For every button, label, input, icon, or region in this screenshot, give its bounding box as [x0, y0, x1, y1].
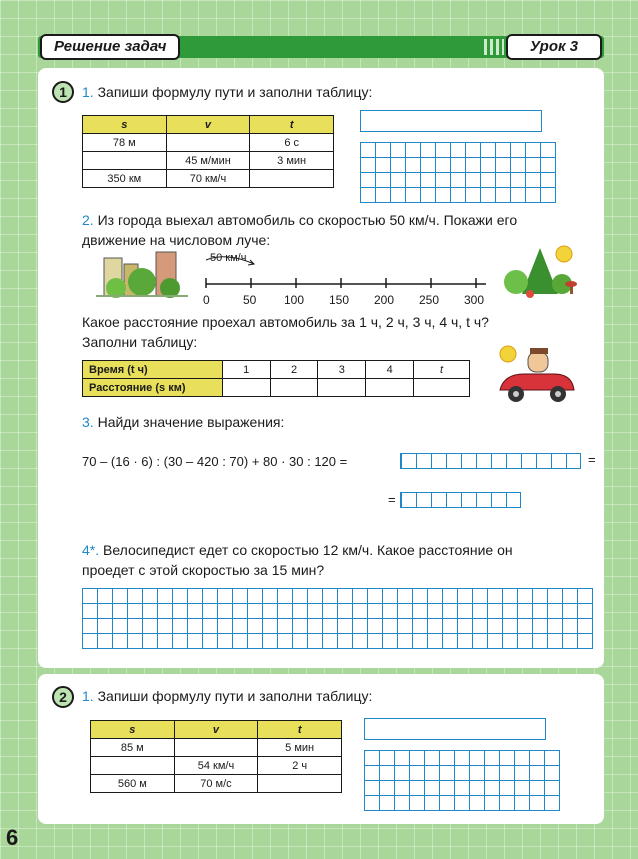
table-cell: 5 мин [258, 739, 342, 757]
time-cell: 3 [318, 361, 366, 379]
task-1-3-marker: 3. [82, 414, 94, 430]
speed-label: 50 км/ч [210, 252, 247, 264]
section-2-number: 2 [52, 686, 74, 708]
task-1-2-text: Из города выехал автомобиль со скоростью 50 км/ч. Покажи его [97, 212, 518, 228]
task-2-1-marker: 1. [82, 688, 94, 704]
task-1-4-text: Велосипедист едет со скоростью 12 км/ч. Какое расстояние он [103, 542, 513, 558]
equals-sign: = [588, 452, 596, 467]
task-1-3-instruction [82, 412, 284, 432]
distance-cell[interactable] [318, 379, 366, 397]
time-row-label: Время (t ч) [83, 361, 223, 379]
table-cell: 2 ч [258, 757, 342, 775]
table-header: s [91, 721, 175, 739]
task-1-1-text: Запиши формулу пути и заполни таблицу: [97, 84, 373, 100]
task-1-1-instruction [82, 82, 372, 102]
table-cell[interactable] [174, 739, 258, 757]
task-1-3-text: Найди значение выражения: [97, 414, 285, 430]
table-cell: 3 мин [250, 152, 334, 170]
table-cell[interactable] [91, 757, 175, 775]
task-1-4-marker: 4*. [82, 542, 100, 558]
formula-table-2 [90, 720, 342, 793]
header-title: Решение задач [40, 34, 180, 60]
ray-tick-label: 300 [464, 293, 485, 307]
task-1-2-question-line2: Заполни таблицу: [82, 334, 198, 350]
task-1-2-instruction [82, 210, 517, 230]
time-cell: 4 [366, 361, 414, 379]
time-cell: 2 [270, 361, 318, 379]
distance-row-label: Расстояние (s км) [83, 379, 223, 397]
table-header: t [250, 116, 334, 134]
time-distance-table [82, 360, 470, 397]
work-grid-1[interactable] [360, 142, 556, 203]
lesson-label: Урок 3 [506, 34, 602, 60]
table-cell[interactable] [250, 170, 334, 188]
distance-cell[interactable] [366, 379, 414, 397]
time-cell: 1 [222, 361, 270, 379]
table-header: t [258, 721, 342, 739]
task-1-1-marker: 1. [82, 84, 94, 100]
table-cell: 70 км/ч [166, 170, 250, 188]
formula-table-1 [82, 115, 334, 188]
city-illustration [96, 250, 188, 300]
formula-answer-box-1[interactable] [360, 110, 542, 132]
distance-cell[interactable] [414, 379, 470, 397]
table-cell: 54 км/ч [174, 757, 258, 775]
section-1-number: 1 [52, 81, 74, 103]
task-1-4-text-line2: проедет с этой скоростью за 15 мин? [82, 562, 325, 578]
table-cell[interactable] [83, 152, 167, 170]
work-grid-3[interactable] [364, 750, 560, 811]
equals-sign: = [388, 492, 396, 507]
ray-tick-label: 100 [284, 293, 305, 307]
table-cell: 560 м [91, 775, 175, 793]
task-1-4-instruction [82, 540, 513, 560]
ray-tick-label: 250 [419, 293, 440, 307]
forest-illustration [500, 242, 582, 302]
table-cell[interactable] [166, 134, 250, 152]
task-2-1-text: Запиши формулу пути и заполни таблицу: [97, 688, 373, 704]
header-stripes [484, 39, 504, 55]
car-illustration [494, 344, 580, 410]
ray-tick-label: 200 [374, 293, 395, 307]
answer-cells-2[interactable] [400, 492, 521, 508]
ray-tick-label: 150 [329, 293, 350, 307]
table-cell[interactable] [258, 775, 342, 793]
work-grid-2[interactable] [82, 588, 593, 649]
table-header: v [174, 721, 258, 739]
table-cell: 85 м [91, 739, 175, 757]
time-cell: t [414, 361, 470, 379]
ray-tick-label: 0 [203, 293, 210, 307]
table-header: v [166, 116, 250, 134]
math-expression: 70 – (16 · 6) : (30 – 420 : 70) + 80 · 30 : 120 = [82, 454, 348, 469]
table-cell: 78 м [83, 134, 167, 152]
task-1-2-text-line2: движение на числовом луче: [82, 232, 271, 248]
table-cell: 70 м/с [174, 775, 258, 793]
answer-cells-1[interactable] [400, 453, 581, 469]
task-1-2-marker: 2. [82, 212, 94, 228]
distance-cell[interactable] [222, 379, 270, 397]
table-header: s [83, 116, 167, 134]
distance-cell[interactable] [270, 379, 318, 397]
table-cell: 350 км [83, 170, 167, 188]
task-1-2-question: Какое расстояние проехал автомобиль за 1 ч, 2 ч, 3 ч, 4 ч, t ч? [82, 314, 489, 330]
formula-answer-box-2[interactable] [364, 718, 546, 740]
page-number: 6 [6, 825, 19, 850]
table-cell: 6 с [250, 134, 334, 152]
task-2-1-instruction [82, 686, 372, 706]
ray-tick-label: 50 [243, 293, 257, 307]
table-cell: 45 м/мин [166, 152, 250, 170]
